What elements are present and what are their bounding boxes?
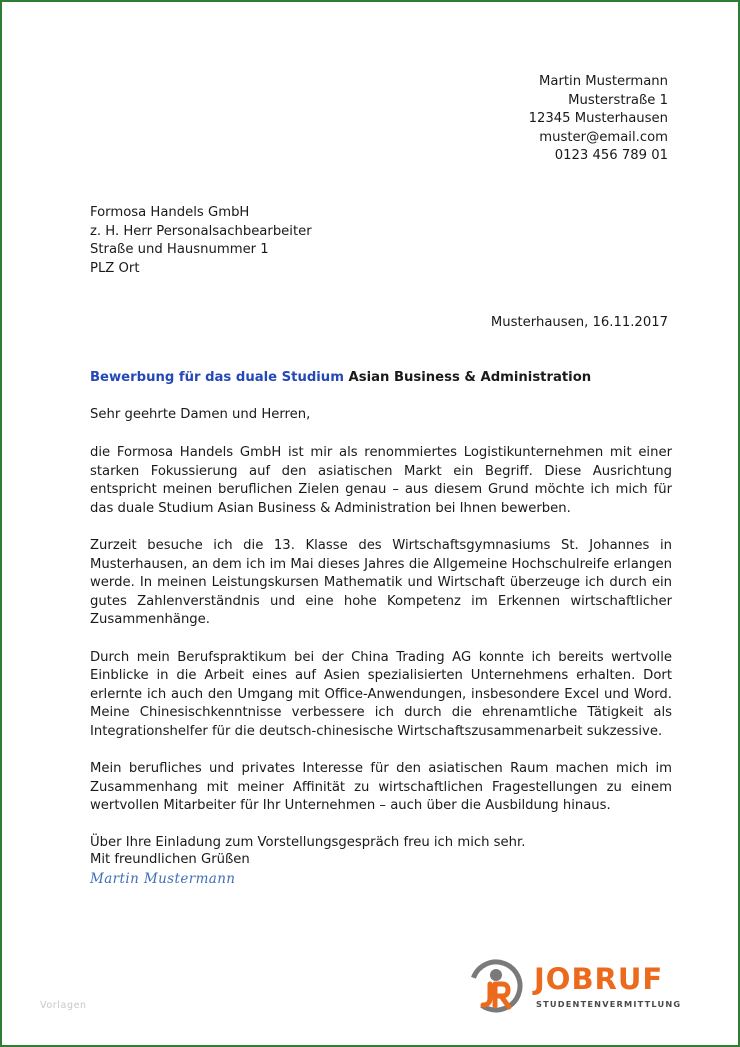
letter-body <box>90 444 672 872</box>
signature: Martin Mustermann <box>90 871 236 887</box>
recipient-street: Straße und Hausnummer 1 <box>90 242 269 258</box>
recipient-city: PLZ Ort <box>90 260 140 276</box>
recipient-address <box>90 204 312 278</box>
recipient-company: Formosa Handels GmbH <box>90 205 250 220</box>
logo-tagline: STUDENTENVERMITTLUNG <box>536 999 682 1009</box>
recipient-contact: z. H. Herr Personalsachbearbeiter <box>90 223 312 239</box>
jobruf-logo-icon <box>468 958 528 1018</box>
letter-date: Musterhausen, 16.11.2017 <box>490 315 668 330</box>
salutation: Sehr geehrte Damen und Herren, <box>90 407 311 422</box>
sender-address <box>529 73 668 166</box>
logo-wordmark: JOBRUF <box>534 962 664 996</box>
footer-watermark: Vorlagen <box>40 1000 87 1011</box>
body-paragraph: Durch mein Berufspraktikum bei der China Trading AG konnte ich bereits wertvolle Einblicke in die Arbeit eines auf Asien spezialisierten Unternehmens erhalten. Dort erlernte ich auch den Umgang mit Office-Anwendungen, insbesondere Excel und Word. Meine Chinesischkenntnisse verbessere ich durch die ehrenamtliche Tätigkeit als Integrationshelfer für die deutsch-chinesische Wirtschaftszusammenarbeit sukzessive. <box>90 649 672 739</box>
sender-city: 12345 Musterhausen <box>528 111 668 127</box>
subject-part-2: Asian Business & Administration <box>348 370 592 385</box>
body-paragraph: Zurzeit besuche ich die 13. Klasse des Wirtschaftsgymnasiums St. Johannes in Musterhausen, an dem ich im Mai dieses Jahres die Allgemeine Hochschulreife erlangen werde. In meinen Leistungskursen Mathematik und Wirtschaft überzeuge ich durch ein gutes Zahlenverständnis und eine hohe Kompetenz im Erkennen wirtschaftlicher Zusammenhänge. <box>90 537 672 628</box>
sender-name: Martin Mustermann <box>539 74 668 89</box>
body-paragraph: Mein berufliches und privates Interesse für den asiatischen Raum machen mich im Zusammenhang mit meiner Affinität zu wirtschaftlichen Fragestellungen zu einem wertvollen Mitarbeiter für Ihr Unternehmen – auch über die Ausbildung hinaus. <box>90 761 672 814</box>
subject-line <box>90 370 591 385</box>
jobruf-logo <box>468 958 682 1018</box>
subject-part-1: Bewerbung für das duale Studium <box>90 370 344 385</box>
body-paragraph: Über Ihre Einladung zum Vorstellungsgespräch freu ich mich sehr. <box>90 835 526 851</box>
sender-street: Musterstraße 1 <box>568 92 668 108</box>
body-paragraph: die Formosa Handels GmbH ist mir als renommiertes Logistikunternehmen mit einer starken Fokussierung auf den asiatischen Markt ein Begriff. Diese Ausrichtung entspricht meinen beruflichen Zielen genau – aus diesem Grund möchte ich mich für das duale Studium Asian Business & Administration bei Ihnen bewerben. <box>90 445 672 516</box>
closing: Mit freundlichen Grüßen <box>90 852 250 867</box>
sender-phone: 0123 456 789 01 <box>554 148 668 164</box>
sender-email: muster@email.com <box>539 129 668 145</box>
